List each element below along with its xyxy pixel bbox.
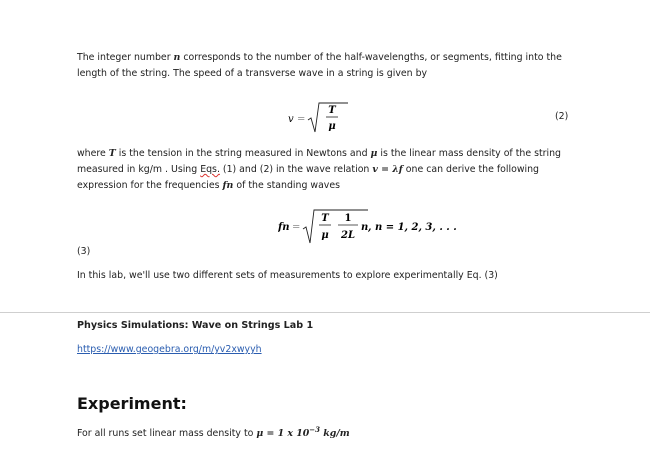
eq2-frac-den: 2L	[341, 230, 355, 241]
math-n: n	[173, 52, 181, 63]
eq2-lhs: fn	[278, 222, 290, 233]
equation-frequencies	[278, 207, 478, 247]
paragraph-lab: In this lab, we'll use two different sets of measurements to explore experimentally Eq. (3)	[77, 270, 498, 281]
equation-wave-speed	[288, 99, 348, 135]
math-relation: v = λf	[372, 164, 403, 175]
para2-text: of the standing waves	[233, 180, 341, 191]
simulation-title: Physics Simulations: Wave on Strings Lab 1	[77, 320, 314, 331]
para2-text: one can derive the following	[402, 164, 540, 175]
eq2-condition: , n = 1, 2, 3, . . .	[368, 222, 457, 233]
math-exponent: −3	[309, 425, 321, 434]
para1-text-a: The integer number	[77, 52, 174, 63]
eq1-denominator: μ	[328, 121, 336, 132]
para2-text: is the linear mass density of the string	[377, 148, 561, 159]
simulation-link[interactable]: https://www.geogebra.org/m/yv2xwyyh	[77, 344, 262, 355]
para1-line2: length of the string. The speed of a transverse wave in a string is given by	[77, 68, 428, 79]
eq2-n: n	[361, 222, 369, 233]
experiment-heading: Experiment:	[77, 394, 187, 413]
paragraph-where	[77, 146, 587, 194]
eq2-sqrt-den: μ	[321, 230, 329, 241]
experiment-text-lead: For all runs set linear mass density to	[77, 428, 257, 440]
para2-text: measured in kg/m . Using	[77, 164, 201, 175]
section-divider	[0, 312, 650, 313]
spellcheck-word[interactable]: Eqs.	[200, 164, 220, 175]
para2-text: expression for the frequencies	[77, 180, 223, 191]
equation-number-3: (3)	[77, 246, 91, 257]
eq2-frac-num: 1	[344, 213, 352, 224]
paragraph-intro	[77, 50, 587, 82]
math-fn: fn	[222, 180, 234, 191]
eq1-equals: =	[297, 114, 306, 125]
para1-text-b: corresponds to the number of the half-wavelengths, or segments, fitting into the	[180, 52, 562, 63]
experiment-text	[77, 425, 350, 439]
eq1-lhs: v	[288, 114, 294, 125]
eq2-sqrt-num: T	[321, 213, 329, 224]
math-T: T	[108, 148, 116, 159]
math-mu: μ	[370, 148, 378, 159]
para2-text: is the tension in the string measured in Newtons and	[115, 148, 371, 159]
para2-text: (1) and (2) in the wave relation	[219, 164, 373, 175]
math-density-value: μ = 1 x 10	[256, 428, 310, 440]
eq1-numerator: T	[328, 105, 336, 116]
equation-number-2: (2)	[555, 111, 569, 122]
math-unit: kg/m	[320, 428, 350, 440]
eq2-equals: =	[292, 222, 301, 233]
para2-text: where	[77, 148, 109, 159]
